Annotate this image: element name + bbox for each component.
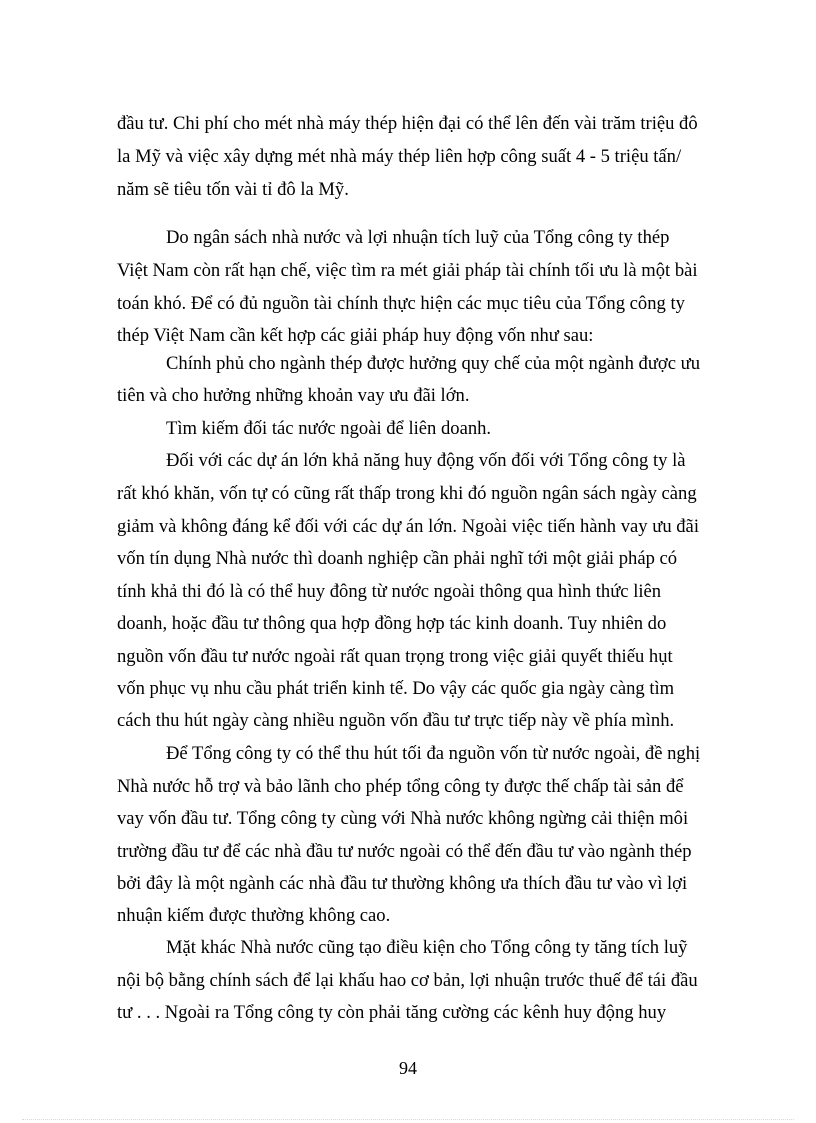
page-number: 94 <box>399 1058 417 1078</box>
text-line: toán khó. Để có đủ nguồn tài chính thực hiện các mục tiêu của Tổng công ty <box>117 293 685 314</box>
text-line: Việt Nam còn rất hạn chế, việc tìm ra mét giải pháp tài chính tối ưu là một bài <box>117 260 698 281</box>
text-line: giảm và không đáng kể đối với các dự án lớn. Ngoài việc tiến hành vay ưu đãi <box>117 516 699 537</box>
text-line: vốn tín dụng Nhà nước thì doanh nghiệp cần phải nghĩ tới một giải pháp có <box>117 548 678 569</box>
text-line: la Mỹ và việc xây dựng mét nhà máy thép liên hợp công suất 4 - 5 triệu tấn/ <box>117 146 682 167</box>
text-line: tính khả thi đó là có thể huy đông từ nước ngoài thông qua hình thức liên <box>117 581 662 602</box>
text-line: tư . . . Ngoài ra Tổng công ty còn phải tăng cường các kênh huy động huy <box>117 1002 667 1023</box>
text-line: tiên và cho hưởng những khoản vay ưu đãi lớn. <box>117 385 470 406</box>
text-line: nguồn vốn đầu tư nước ngoài rất quan trọng trong việc giải quyết thiếu hụt <box>117 646 673 667</box>
text-line: năm sẽ tiêu tốn vài tỉ đô la Mỹ. <box>117 179 349 200</box>
text-line: thép Việt Nam cần kết hợp các giải pháp huy động vốn như sau: <box>117 325 594 346</box>
text-line: vốn phục vụ nhu cầu phát triển kinh tế. Do vậy các quốc gia ngày càng tìm <box>117 678 675 699</box>
text-line: Mặt khác Nhà nước cũng tạo điều kiện cho Tổng công ty tăng tích luỹ <box>166 937 688 958</box>
text-line: rất khó khăn, vốn tự có cũng rất thấp trong khi đó nguồn ngân sách ngày càng <box>117 483 697 504</box>
text-line: cách thu hút ngày càng nhiều nguồn vốn đầu tư trực tiếp này về phía mình. <box>117 710 675 731</box>
text-line: Tìm kiếm đối tác nước ngoài để liên doanh. <box>166 418 492 439</box>
text-line: doanh, hoặc đầu tư thông qua hợp đồng hợp tác kinh doanh. Tuy nhiên do <box>117 613 667 634</box>
text-line: Do ngân sách nhà nước và lợi nhuận tích luỹ của Tổng công ty thép <box>166 227 670 248</box>
text-line: nội bộ bằng chính sách để lại khấu hao cơ bản, lợi nhuận trước thuế để tái đầu <box>117 970 698 991</box>
footer-rule <box>22 1119 794 1120</box>
text-line: Chính phủ cho ngành thép được hưởng quy chế của một ngành được ưu <box>166 353 701 374</box>
text-line: Nhà nước hỗ trợ và bảo lãnh cho phép tổng công ty được thế chấp tài sản để <box>117 776 684 797</box>
text-line: Đối với các dự án lớn khả năng huy động vốn đối với Tổng công ty là <box>166 450 686 471</box>
text-line: trường đầu tư để các nhà đầu tư nước ngoài có thể đến đầu tư vào ngành thép <box>117 841 692 862</box>
text-line: bởi đây là một ngành các nhà đầu tư thường không ưa thích đầu tư vào vì lợi <box>117 873 688 894</box>
text-line: nhuận kiếm được thường không cao. <box>117 905 391 926</box>
text-line: Để Tổng công ty có thể thu hút tối đa nguồn vốn từ nước ngoài, đề nghị <box>166 743 701 764</box>
text-line: đầu tư. Chi phí cho mét nhà máy thép hiện đại có thể lên đến vài trăm triệu đô <box>117 113 698 134</box>
text-line: vay vốn đầu tư. Tổng công ty cùng với Nhà nước không ngừng cải thiện môi <box>117 808 689 829</box>
